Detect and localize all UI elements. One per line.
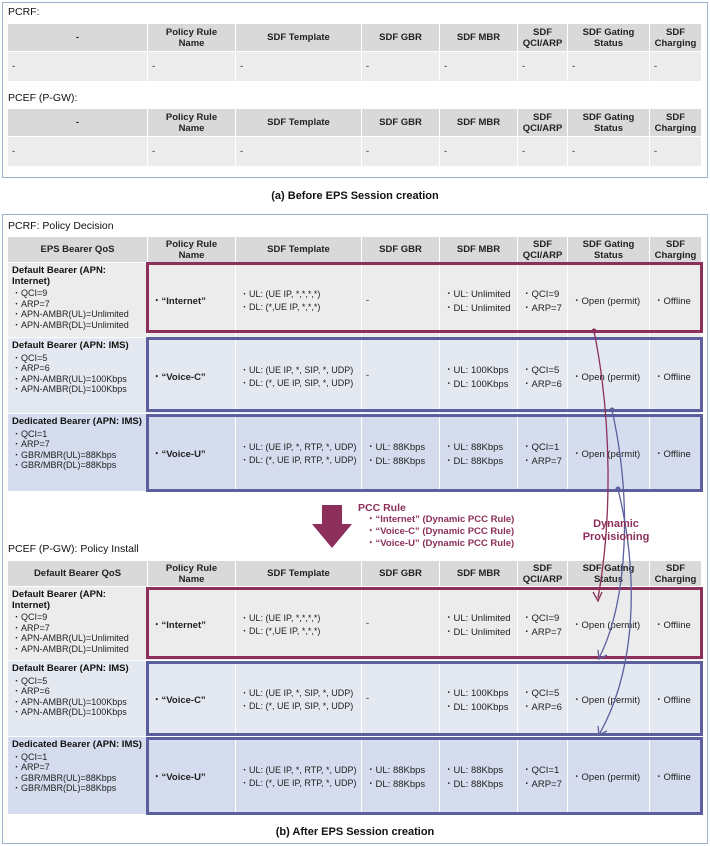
pcef-before-cell-sdf-template: - bbox=[236, 137, 362, 167]
pcef-before-cell-sdf-qci-arp: - bbox=[518, 137, 568, 167]
pcef-before-header-sdf-qci-arp: SDF QCI/ARP bbox=[518, 109, 568, 137]
pcrf-sdf-gating: ・Open (permit) bbox=[568, 338, 650, 414]
pcc-rule-title: PCC Rule bbox=[358, 502, 406, 514]
pcef-sdf-template: ・UL: (UE IP, *,*,*,*) ・DL: (*,UE IP, *,*,*) bbox=[236, 587, 362, 661]
pcrf-sdf-qci-arp: ・QCI=9 ・ARP=7 bbox=[518, 263, 568, 338]
pcrf-header-sdf-charging: SDF Charging bbox=[650, 237, 702, 263]
pcrf-sdf-template: ・UL: (UE IP, *, RTP, *, UDP) ・DL: (*, UE IP, RTP, *, UDP) bbox=[236, 414, 362, 492]
pcef-before-cell-sdf-gating: - bbox=[568, 137, 650, 167]
pcef-policy-install-label: PCEF (P-GW): Policy Install bbox=[8, 543, 139, 555]
pcrf-before-header-sdf-charging: SDF Charging bbox=[650, 24, 702, 52]
pcef-before-header-rule-name: Policy Rule Name bbox=[148, 109, 236, 137]
pcrf-header-sdf-template: SDF Template bbox=[236, 237, 362, 263]
pcrf-before-header-sdf-qci-arp: SDF QCI/ARP bbox=[518, 24, 568, 52]
pcef-before-header-sdf-charging: SDF Charging bbox=[650, 109, 702, 137]
pcef-sdf-charging: ・Offline bbox=[650, 661, 702, 737]
pcrf-header-sdf-gbr: SDF GBR bbox=[362, 237, 440, 263]
pcef-label-before: PCEF (P-GW): bbox=[8, 92, 78, 104]
pcrf-before-cell-sdf-mbr: - bbox=[440, 52, 518, 82]
pcrf-sdf-gating: ・Open (permit) bbox=[568, 414, 650, 492]
pcrf-header-sdf-mbr: SDF MBR bbox=[440, 237, 518, 263]
pcef-rule-name: ・“Voice-U” bbox=[148, 737, 236, 815]
pcef-header-sdf-mbr: SDF MBR bbox=[440, 561, 518, 587]
pcef-header-sdf-gating: SDF Gating Status bbox=[568, 561, 650, 587]
pcef-bearer-qos: Default Bearer (APN: IMS) ・QCI=5 ・ARP=6 ・APN-AMBR(UL)=100Kbps ・APN-AMBR(DL)=100Kbps bbox=[8, 661, 148, 737]
pcef-sdf-gbr: - bbox=[362, 661, 440, 737]
pcrf-before-header-sdf-gating: SDF Gating Status bbox=[568, 24, 650, 52]
pcrf-rule-name: ・“Voice-C” bbox=[148, 338, 236, 414]
pcrf-before-cell-sdf-template: - bbox=[236, 52, 362, 82]
pcef-sdf-gbr: ・UL: 88Kbps ・DL: 88Kbps bbox=[362, 737, 440, 815]
pcef-sdf-gating: ・Open (permit) bbox=[568, 737, 650, 815]
pcef-header-sdf-qci-arp: SDF QCI/ARP bbox=[518, 561, 568, 587]
dynamic-provisioning-label: Dynamic Provisioning bbox=[582, 518, 650, 543]
pcef-header-sdf-template: SDF Template bbox=[236, 561, 362, 587]
pcef-before-header-sdf-gbr: SDF GBR bbox=[362, 109, 440, 137]
pcef-sdf-qci-arp: ・QCI=1 ・ARP=7 bbox=[518, 737, 568, 815]
pcrf-sdf-gbr: ・UL: 88Kbps ・DL: 88Kbps bbox=[362, 414, 440, 492]
pcef-header-sdf-gbr: SDF GBR bbox=[362, 561, 440, 587]
pcrf-before-header-sdf-mbr: SDF MBR bbox=[440, 24, 518, 52]
pcrf-sdf-charging: ・Offline bbox=[650, 414, 702, 492]
pcef-sdf-charging: ・Offline bbox=[650, 737, 702, 815]
pcrf-header-rule-name: Policy Rule Name bbox=[148, 237, 236, 263]
pcef-sdf-template: ・UL: (UE IP, *, SIP, *, UDP) ・DL: (*, UE IP, SIP, *, UDP) bbox=[236, 661, 362, 737]
pcrf-header-sdf-gating: SDF Gating Status bbox=[568, 237, 650, 263]
down-arrow-icon bbox=[312, 505, 352, 548]
pcrf-sdf-mbr: ・UL: Unlimited ・DL: Unlimited bbox=[440, 263, 518, 338]
pcrf-header-qos: EPS Bearer QoS bbox=[8, 237, 148, 263]
pcrf-policy-decision-label: PCRF: Policy Decision bbox=[8, 220, 114, 232]
pcc-rule-internet: ・“Internet” (Dynamic PCC Rule) bbox=[366, 514, 515, 525]
pcrf-before-cell-rule-name: - bbox=[148, 52, 236, 82]
pcrf-sdf-gbr: - bbox=[362, 338, 440, 414]
pcrf-rule-name: ・“Voice-U” bbox=[148, 414, 236, 492]
pcc-rule-voice-c: ・“Voice-C” (Dynamic PCC Rule) bbox=[366, 526, 515, 537]
pcrf-sdf-charging: ・Offline bbox=[650, 263, 702, 338]
pcrf-before-header-sdf-gbr: SDF GBR bbox=[362, 24, 440, 52]
pcef-sdf-gating: ・Open (permit) bbox=[568, 661, 650, 737]
pcrf-label-before: PCRF: bbox=[8, 6, 40, 18]
pcrf-bearer-qos: Dedicated Bearer (APN: IMS) ・QCI=1 ・ARP=7 ・GBR/MBR(UL)=88Kbps ・GBR/MBR(DL)=88Kbps bbox=[8, 414, 148, 492]
pcrf-sdf-mbr: ・UL: 88Kbps ・DL: 88Kbps bbox=[440, 414, 518, 492]
pcrf-before-cell-qos: - bbox=[8, 52, 148, 82]
pcrf-header-sdf-qci-arp: SDF QCI/ARP bbox=[518, 237, 568, 263]
pcrf-before-header-rule-name: Policy Rule Name bbox=[148, 24, 236, 52]
pcef-rule-name: ・“Internet” bbox=[148, 587, 236, 661]
pcrf-sdf-qci-arp: ・QCI=5 ・ARP=6 bbox=[518, 338, 568, 414]
pcef-sdf-gbr: - bbox=[362, 587, 440, 661]
pcrf-rule-name: ・“Internet” bbox=[148, 263, 236, 338]
pcrf-before-cell-sdf-gating: - bbox=[568, 52, 650, 82]
pcrf-bearer-qos: Default Bearer (APN: Internet) ・QCI=9 ・ARP=7 ・APN-AMBR(UL)=Unlimited ・APN-AMBR(DL)=Unlimited bbox=[8, 263, 148, 338]
pcef-sdf-qci-arp: ・QCI=9 ・ARP=7 bbox=[518, 587, 568, 661]
pcef-before-header-sdf-template: SDF Template bbox=[236, 109, 362, 137]
pcrf-sdf-gbr: - bbox=[362, 263, 440, 338]
pcef-header-rule-name: Policy Rule Name bbox=[148, 561, 236, 587]
pcrf-sdf-charging: ・Offline bbox=[650, 338, 702, 414]
pcrf-sdf-gating: ・Open (permit) bbox=[568, 263, 650, 338]
pcef-rule-name: ・“Voice-C” bbox=[148, 661, 236, 737]
pcef-header-sdf-charging: SDF Charging bbox=[650, 561, 702, 587]
pcrf-sdf-template: ・UL: (UE IP, *,*,*,*) ・DL: (*,UE IP, *,*,*) bbox=[236, 263, 362, 338]
pcef-before-cell-rule-name: - bbox=[148, 137, 236, 167]
pcrf-before-cell-sdf-qci-arp: - bbox=[518, 52, 568, 82]
pcef-before-cell-sdf-mbr: - bbox=[440, 137, 518, 167]
caption-after: (b) After EPS Session creation bbox=[275, 826, 435, 838]
pcef-sdf-mbr: ・UL: 88Kbps ・DL: 88Kbps bbox=[440, 737, 518, 815]
pcrf-before-cell-sdf-gbr: - bbox=[362, 52, 440, 82]
pcrf-before-header-qos: - bbox=[8, 24, 148, 52]
pcef-before-cell-sdf-charging: - bbox=[650, 137, 702, 167]
pcrf-before-header-sdf-template: SDF Template bbox=[236, 24, 362, 52]
pcef-sdf-qci-arp: ・QCI=5 ・ARP=6 bbox=[518, 661, 568, 737]
pcrf-sdf-template: ・UL: (UE IP, *, SIP, *, UDP) ・DL: (*, UE IP, SIP, *, UDP) bbox=[236, 338, 362, 414]
internet-provisioning-arrow bbox=[594, 331, 608, 598]
pcef-sdf-charging: ・Offline bbox=[650, 587, 702, 661]
pcef-sdf-gating: ・Open (permit) bbox=[568, 587, 650, 661]
pcrf-before-cell-sdf-charging: - bbox=[650, 52, 702, 82]
pcrf-sdf-mbr: ・UL: 100Kbps ・DL: 100Kbps bbox=[440, 338, 518, 414]
pcrf-bearer-qos: Default Bearer (APN: IMS) ・QCI=5 ・ARP=6 ・APN-AMBR(UL)=100Kbps ・APN-AMBR(DL)=100Kbps bbox=[8, 338, 148, 414]
pcef-sdf-template: ・UL: (UE IP, *, RTP, *, UDP) ・DL: (*, UE IP, RTP, *, UDP) bbox=[236, 737, 362, 815]
pcrf-sdf-qci-arp: ・QCI=1 ・ARP=7 bbox=[518, 414, 568, 492]
pcc-rule-voice-u: ・“Voice-U” (Dynamic PCC Rule) bbox=[366, 538, 515, 549]
pcef-sdf-mbr: ・UL: 100Kbps ・DL: 100Kbps bbox=[440, 661, 518, 737]
pcef-bearer-qos: Default Bearer (APN: Internet) ・QCI=9 ・ARP=7 ・APN-AMBR(UL)=Unlimited ・APN-AMBR(DL)=Unlimited bbox=[8, 587, 148, 661]
pcef-before-header-sdf-gating: SDF Gating Status bbox=[568, 109, 650, 137]
pcef-before-header-qos: - bbox=[8, 109, 148, 137]
pcef-header-qos: Default Bearer QoS bbox=[8, 561, 148, 587]
caption-before: (a) Before EPS Session creation bbox=[271, 190, 439, 202]
pcef-sdf-mbr: ・UL: Unlimited ・DL: Unlimited bbox=[440, 587, 518, 661]
pcef-before-cell-qos: - bbox=[8, 137, 148, 167]
pcef-before-header-sdf-mbr: SDF MBR bbox=[440, 109, 518, 137]
pcef-bearer-qos: Dedicated Bearer (APN: IMS) ・QCI=1 ・ARP=7 ・GBR/MBR(UL)=88Kbps ・GBR/MBR(DL)=88Kbps bbox=[8, 737, 148, 815]
pcef-before-cell-sdf-gbr: - bbox=[362, 137, 440, 167]
pcc-rule-list bbox=[358, 502, 514, 550]
